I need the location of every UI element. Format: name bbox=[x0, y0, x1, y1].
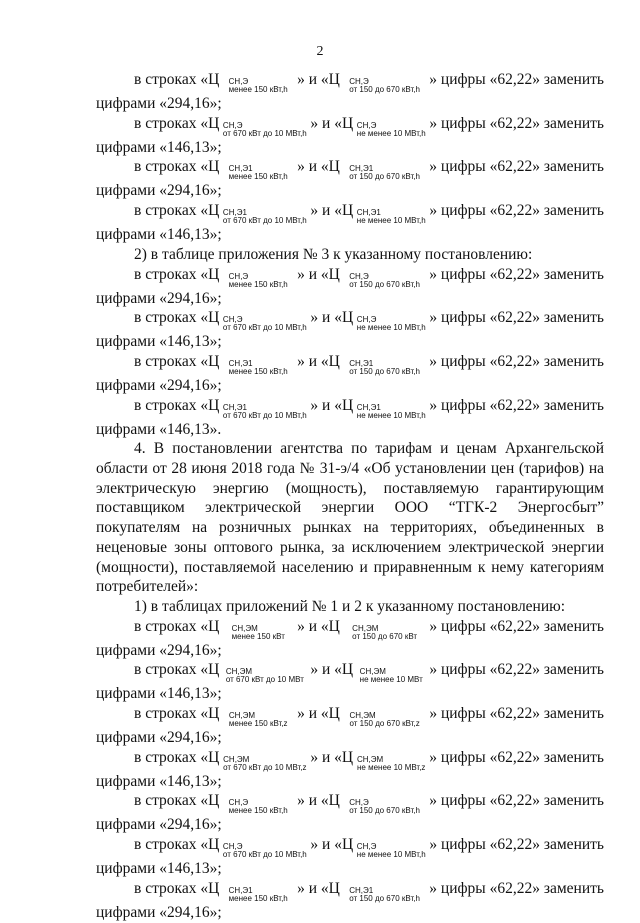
line-middle: » и «Ц bbox=[297, 265, 340, 283]
line-prefix: в строках «Ц bbox=[134, 661, 220, 679]
tariff-symbol-a-subscript: от 670 кВт до 10 МВт bbox=[225, 675, 304, 685]
tariff-symbol-a-subscript: менее 150 кВт,h bbox=[228, 85, 288, 94]
tariff-symbol-b-superscript: СН,ЭМ bbox=[357, 754, 384, 764]
tariff-symbol-a bbox=[223, 209, 307, 225]
line-prefix: в строках «Ц bbox=[134, 396, 220, 414]
tariff-symbol-a-superscript: СН,Э bbox=[222, 315, 243, 325]
replacement-value-line: цифрами «294,16»; bbox=[96, 289, 222, 307]
replacement-value-line: цифрами «146,13»; bbox=[96, 860, 222, 878]
line-suffix: » цифры «62,22» заменить bbox=[429, 792, 604, 810]
tariff-symbol-b bbox=[360, 668, 423, 684]
tariff-symbol-b-subscript: от 150 до 670 кВт,h bbox=[349, 172, 420, 182]
tariff-symbol-a-subscript: от 670 кВт до 10 МВт,h bbox=[222, 128, 307, 138]
replacement-line bbox=[96, 791, 604, 815]
replacement-value-line: цифрами «146,13»; bbox=[96, 138, 222, 156]
tariff-symbol-a bbox=[229, 273, 288, 289]
tariff-symbol-a-subscript: менее 150 кВт,h bbox=[228, 806, 288, 816]
tariff-symbol-a-superscript: СН,Э bbox=[222, 120, 243, 130]
line-prefix: в строках «Ц bbox=[134, 617, 220, 635]
tariff-symbol-a-superscript: СН,ЭМ bbox=[223, 754, 250, 764]
line-prefix: в строках «Ц bbox=[134, 158, 220, 176]
tariff-symbol-a-superscript: СН,Э bbox=[228, 77, 249, 86]
tariff-symbol-b-superscript: СН,Э bbox=[356, 842, 377, 852]
line-suffix: » цифры «62,22» заменить bbox=[429, 705, 604, 723]
tariff-symbol-b-subscript: от 150 до 670 кВт,z bbox=[349, 719, 420, 729]
line-prefix: в строках «Ц bbox=[134, 748, 220, 766]
tariff-symbol-b-subscript: не менее 10 МВт,h bbox=[356, 850, 426, 860]
line-middle: » и «Ц bbox=[297, 792, 340, 810]
tariff-symbol-b-superscript: СН,Э1 bbox=[356, 402, 381, 412]
line-prefix: в строках «Ц bbox=[134, 792, 220, 810]
replacement-line bbox=[96, 308, 604, 332]
line-suffix: » цифры «62,22» заменить bbox=[429, 879, 604, 897]
line-middle: » и «Ц bbox=[297, 71, 340, 88]
tariff-symbol-b-subscript: от 150 до 670 кВт,h bbox=[349, 806, 420, 816]
tariff-symbol-b bbox=[357, 404, 426, 420]
replacement-line bbox=[96, 879, 604, 903]
tariff-symbol-b-subscript: не менее 10 МВт,h bbox=[356, 323, 426, 333]
line-suffix: » цифры «62,22» заменить bbox=[429, 71, 604, 88]
replacement-value-line: цифрами «294,16»; bbox=[96, 729, 222, 747]
item-1-heading: 1) в таблицах приложений № 1 и 2 к указанному постановлению: bbox=[134, 597, 566, 615]
tariff-symbol-b bbox=[357, 756, 425, 772]
document-body bbox=[96, 70, 604, 923]
line-prefix: в строках «Ц bbox=[134, 705, 220, 723]
line-suffix: » цифры «62,22» заменить bbox=[429, 114, 604, 132]
tariff-symbol-b bbox=[349, 165, 420, 181]
tariff-symbol-b-superscript: СН,Э bbox=[349, 271, 369, 281]
tariff-symbol-a-subscript: менее 150 кВт bbox=[231, 631, 285, 641]
tariff-symbol-a-superscript: СН,ЭМ bbox=[231, 623, 258, 633]
tariff-symbol-b-subscript: от 150 до 670 кВт bbox=[352, 631, 418, 641]
replacement-value-line: цифрами «294,16»; bbox=[96, 903, 222, 921]
tariff-symbol-b bbox=[349, 78, 420, 94]
page-number: 2 bbox=[316, 44, 324, 59]
tariff-symbol-a-subscript: менее 150 кВт,z bbox=[228, 719, 288, 729]
paragraph-4: 4. В постановлении агентства по тарифам и ценам Архангельской области от 28 июня 2018 года № 31-э/4 «Об установлении цен (тарифов) на электрическую энергию (мощность), поставляемую гарантирующим поставщиком электрической энергии ООО “ТГК-2 Энергосбыт” покупателям на розничных рынках на территориях, объединенных в неценовые зоны оптового рынка, за исключением электрической энергии (мощности), поставляемой населению и приравненным к нему категориям потребителей»: bbox=[96, 440, 604, 596]
line-suffix: » цифры «62,22» заменить bbox=[429, 396, 604, 414]
line-prefix: в строках «Ц bbox=[134, 352, 220, 370]
line-prefix: в строках «Ц bbox=[134, 879, 220, 897]
tariff-symbol-b-subscript: не менее 10 МВт bbox=[359, 675, 423, 685]
tariff-symbol-a-superscript: СН,Э bbox=[228, 798, 249, 808]
tariff-symbol-a-superscript: СН,Э1 bbox=[228, 885, 253, 895]
replacement-line bbox=[96, 835, 604, 859]
tariff-symbol-a-subscript: менее 150 кВт,h bbox=[228, 893, 288, 903]
tariff-symbol-b-subscript: от 150 до 670 кВт,h bbox=[349, 366, 420, 376]
line-prefix: в строках «Ц bbox=[134, 309, 220, 327]
tariff-symbol-b-superscript: СН,Э bbox=[356, 120, 377, 130]
tariff-symbol-a-subscript: менее 150 кВт,h bbox=[228, 172, 288, 182]
replacement-line bbox=[96, 265, 604, 289]
tariff-symbol-b-superscript: СН,Э bbox=[349, 798, 369, 808]
replacement-line bbox=[96, 70, 604, 94]
tariff-symbol-b-subscript: от 150 до 670 кВт,h bbox=[349, 893, 420, 903]
tariff-symbol-a bbox=[229, 712, 288, 728]
tariff-symbol-a-superscript: СН,Э bbox=[222, 842, 243, 852]
replacement-line bbox=[96, 352, 604, 376]
tariff-symbol-a-superscript: СН,Э1 bbox=[228, 164, 253, 174]
tariff-symbol-a bbox=[223, 843, 307, 859]
replacement-line bbox=[96, 704, 604, 728]
line-middle: » и «Ц bbox=[310, 202, 354, 220]
line-suffix: » цифры «62,22» заменить bbox=[429, 661, 604, 679]
tariff-symbol-b-subscript: от 150 до 670 кВт,h bbox=[349, 85, 420, 94]
tariff-symbol-b bbox=[357, 209, 426, 225]
tariff-symbol-a bbox=[223, 404, 307, 420]
tariff-symbol-b-subscript: не менее 10 МВт,h bbox=[356, 128, 426, 138]
tariff-symbol-a bbox=[226, 668, 304, 684]
line-middle: » и «Ц bbox=[297, 705, 340, 723]
replacement-list-2 bbox=[96, 265, 604, 440]
replacement-list-3 bbox=[96, 617, 604, 923]
replacement-list-1 bbox=[96, 70, 604, 245]
tariff-symbol-a-subscript: менее 150 кВт,h bbox=[228, 279, 288, 289]
replacement-value-line: цифрами «294,16»; bbox=[96, 641, 222, 659]
line-middle: » и «Ц bbox=[310, 836, 354, 854]
tariff-symbol-a-subscript: от 670 кВт до 10 МВт,h bbox=[222, 323, 307, 333]
line-suffix: » цифры «62,22» заменить bbox=[429, 748, 604, 766]
tariff-symbol-b bbox=[357, 122, 426, 138]
replacement-line bbox=[96, 201, 604, 225]
line-middle: » и «Ц bbox=[310, 661, 354, 679]
tariff-symbol-a-subscript: менее 150 кВт,h bbox=[228, 366, 288, 376]
tariff-symbol-b-superscript: СН,ЭМ bbox=[352, 623, 379, 633]
tariff-symbol-b bbox=[349, 360, 420, 376]
replacement-value-line: цифрами «294,16»; bbox=[96, 95, 222, 112]
tariff-symbol-b bbox=[349, 799, 420, 815]
tariff-symbol-a bbox=[229, 78, 288, 94]
replacement-value-line: цифрами «294,16»; bbox=[96, 816, 222, 834]
replacement-line bbox=[96, 748, 604, 772]
line-suffix: » цифры «62,22» заменить bbox=[429, 836, 604, 854]
tariff-symbol-b-superscript: СН,Э bbox=[349, 77, 369, 86]
replacement-line bbox=[96, 660, 604, 684]
tariff-symbol-a bbox=[223, 122, 307, 138]
tariff-symbol-b-superscript: СН,Э bbox=[356, 315, 377, 325]
tariff-symbol-a-superscript: СН,ЭМ bbox=[228, 711, 256, 721]
line-suffix: » цифры «62,22» заменить bbox=[429, 309, 604, 327]
tariff-symbol-a-subscript: от 670 кВт до 10 МВт,h bbox=[222, 410, 307, 420]
line-suffix: » цифры «62,22» заменить bbox=[429, 158, 604, 176]
line-middle: » и «Ц bbox=[297, 617, 340, 635]
tariff-symbol-b-superscript: СН,Э1 bbox=[349, 885, 374, 895]
tariff-symbol-a-superscript: СН,Э1 bbox=[222, 402, 247, 412]
line-middle: » и «Ц bbox=[310, 309, 354, 327]
tariff-symbol-a-subscript: от 670 кВт до 10 МВт,z bbox=[223, 762, 307, 772]
line-prefix: в строках «Ц bbox=[134, 114, 220, 132]
tariff-symbol-b-superscript: СН,Э1 bbox=[356, 208, 381, 218]
tariff-symbol-b bbox=[352, 625, 417, 641]
replacement-line bbox=[96, 617, 604, 641]
line-suffix: » цифры «62,22» заменить bbox=[429, 202, 604, 220]
line-prefix: в строках «Ц bbox=[134, 265, 220, 283]
tariff-symbol-a-subscript: от 670 кВт до 10 МВт,h bbox=[222, 850, 307, 860]
line-prefix: в строках «Ц bbox=[134, 71, 220, 88]
tariff-symbol-a bbox=[229, 360, 288, 376]
tariff-symbol-b-subscript: не менее 10 МВт,z bbox=[357, 762, 426, 772]
tariff-symbol-b bbox=[357, 316, 426, 332]
tariff-symbol-a-subscript: от 670 кВт до 10 МВт,h bbox=[222, 216, 307, 226]
line-suffix: » цифры «62,22» заменить bbox=[429, 617, 604, 635]
line-prefix: в строках «Ц bbox=[134, 202, 220, 220]
replacement-line bbox=[96, 396, 604, 420]
line-middle: » и «Ц bbox=[297, 879, 340, 897]
tariff-symbol-b-superscript: СН,ЭМ bbox=[359, 667, 386, 677]
line-suffix: » цифры «62,22» заменить bbox=[429, 265, 604, 283]
tariff-symbol-b-subscript: не менее 10 МВт,h bbox=[356, 410, 426, 420]
tariff-symbol-b-subscript: не менее 10 МВт,h bbox=[356, 216, 426, 226]
tariff-symbol-b-superscript: СН,ЭМ bbox=[349, 711, 376, 721]
item-2-heading: 2) в таблице приложения № 3 к указанному постановлению: bbox=[134, 245, 533, 263]
line-prefix: в строках «Ц bbox=[134, 836, 220, 854]
line-middle: » и «Ц bbox=[297, 158, 340, 176]
tariff-symbol-a bbox=[229, 165, 288, 181]
tariff-symbol-b bbox=[350, 712, 420, 728]
tariff-symbol-b-superscript: СН,Э1 bbox=[349, 358, 374, 368]
replacement-value-line: цифрами «146,13». bbox=[96, 420, 222, 438]
tariff-symbol-b bbox=[349, 273, 420, 289]
tariff-symbol-a-superscript: СН,Э bbox=[228, 271, 249, 281]
tariff-symbol-a bbox=[229, 799, 288, 815]
tariff-symbol-a bbox=[223, 756, 306, 772]
replacement-value-line: цифрами «294,16»; bbox=[96, 376, 222, 394]
tariff-symbol-a-superscript: СН,Э1 bbox=[222, 208, 247, 218]
line-suffix: » цифры «62,22» заменить bbox=[429, 352, 604, 370]
tariff-symbol-b-subscript: от 150 до 670 кВт,h bbox=[349, 279, 420, 289]
replacement-value-line: цифрами «146,13»; bbox=[96, 333, 222, 351]
line-middle: » и «Ц bbox=[310, 114, 354, 132]
replacement-value-line: цифрами «146,13»; bbox=[96, 772, 222, 790]
replacement-value-line: цифрами «294,16»; bbox=[96, 182, 222, 200]
line-middle: » и «Ц bbox=[297, 352, 340, 370]
replacement-line bbox=[96, 114, 604, 138]
tariff-symbol-b bbox=[357, 843, 426, 859]
tariff-symbol-a bbox=[229, 887, 288, 903]
tariff-symbol-a bbox=[223, 316, 307, 332]
replacement-line bbox=[96, 157, 604, 181]
tariff-symbol-b bbox=[349, 887, 420, 903]
line-middle: » и «Ц bbox=[310, 748, 354, 766]
line-middle: » и «Ц bbox=[310, 396, 354, 414]
tariff-symbol-a bbox=[232, 625, 285, 641]
tariff-symbol-a-superscript: СН,Э1 bbox=[228, 358, 253, 368]
replacement-value-line: цифрами «146,13»; bbox=[96, 226, 222, 244]
tariff-symbol-b-superscript: СН,Э1 bbox=[349, 164, 374, 174]
tariff-symbol-a-superscript: СН,ЭМ bbox=[225, 667, 253, 677]
replacement-value-line: цифрами «146,13»; bbox=[96, 685, 222, 703]
